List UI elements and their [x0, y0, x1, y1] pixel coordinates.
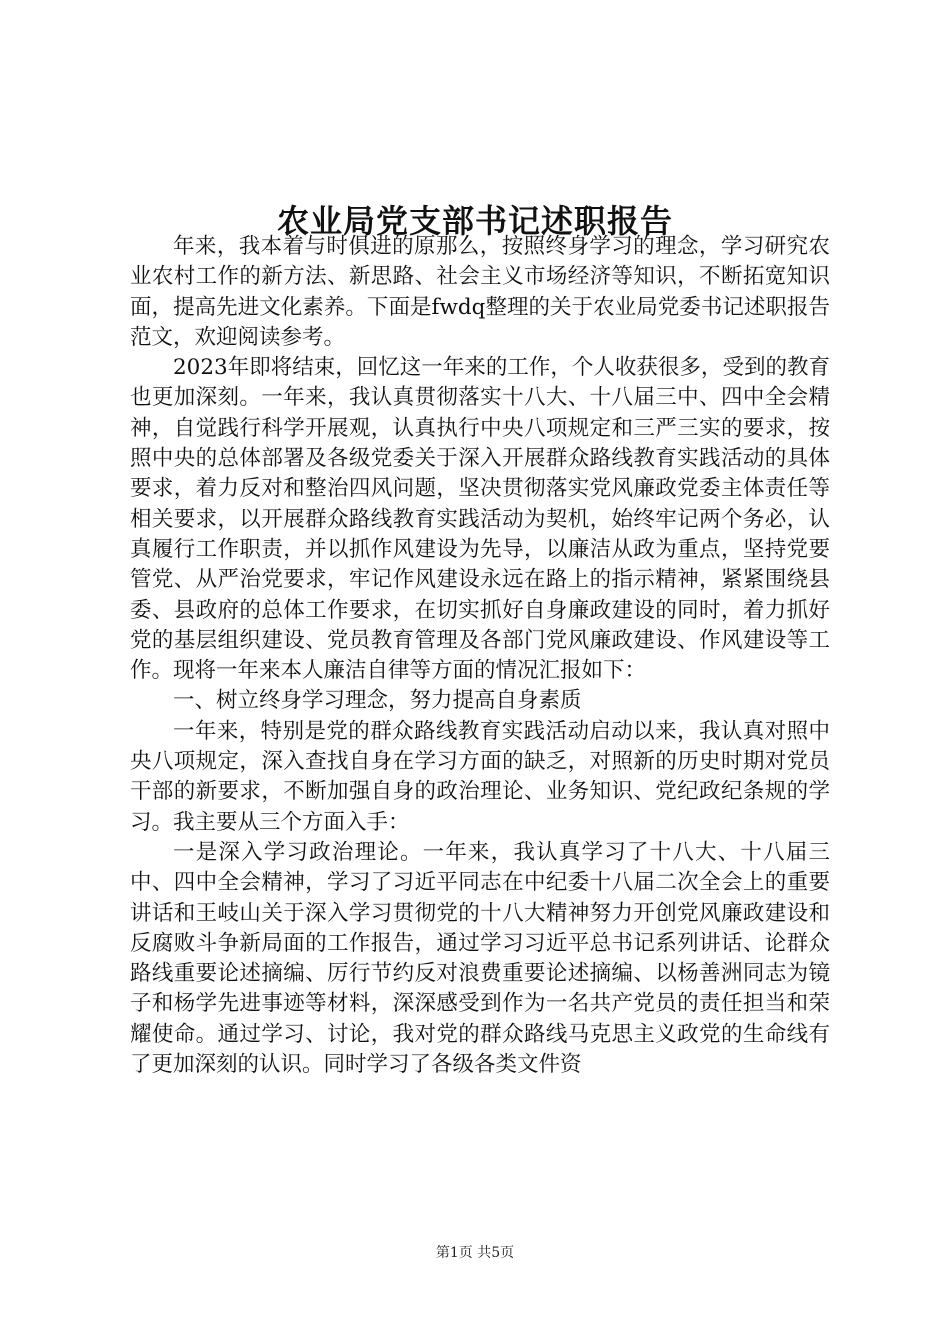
section-heading-1: 一、树立终身学习理念，努力提高自身素质: [173, 688, 582, 714]
paragraph-political-theory: 一是深入学习政治理论。一年来，我认真学习了十八大、十八届三中、四中全会精神，学习了习近平同志在中纪委十八届二次全会上的重要讲话和王岐山关于深入学习贯彻党的十八大精神努力开创党风廉政建设和反腐败斗争新局面的工作报告，通过学习习近平总书记系列讲话、论群众路线重要论述摘编、厉行节约反对浪费重要论述摘编、以杨善洲同志为镜子和杨学先进事迹等材料，深深感受到作为一名共产党员的责任担当和荣耀使命。通过学习、讨论，我对党的群众路线马克思主义政党的生命线有了更加深刻的认识。同时学习了各级各类文件资: [130, 839, 830, 1078]
document-body: [130, 232, 830, 1080]
paragraph-summary: 2023年即将结束，回忆这一年来的工作，个人收获很多，受到的教育也更加深刻。一年来，我认真贯彻落实十八大、十八届三中、四中全会精神，自觉践行科学开展观，认真执行中央八项规定和三严三实的要求，按照中央的总体部署及各级党委关于深入开展群众路线教育实践活动的具体要求，着力反对和整治四风问题，坚决贯彻落实党风廉政党委主体责任等相关要求，以开展群众路线教育实践活动为契机，始终牢记两个务必，认真履行工作职责，并以抓作风建设为先导，以廉洁从政为重点，坚持党要管党、从严治党要求，牢记作风建设永远在路上的指示精神，紧紧围绕县委、县政府的总体工作要求，在切实抓好自身廉政建设的同时，着力抓好党的基层组织建设、党员教育管理及各部门党风廉政建设、作风建设等工作。现将一年来本人廉洁自律等方面的情况汇报如下：: [130, 355, 830, 684]
document-title: 农业局党支部书记述职报告: [276, 202, 673, 241]
paragraph-intro: 年来，我本着与时俱进的原那么，按照终身学习的理念，学习研究农业农村工作的新方法、新思路、社会主义市场经济等知识，不断拓宽知识面，提高先进文化素养。下面是fwdq整理的关于农业局党委书记述职报告范文，欢迎阅读参考。: [130, 234, 830, 350]
paragraph-study: 一年来，特别是党的群众路线教育实践活动启动以来，我认真对照中央八项规定，深入查找自身在学习方面的缺乏，对照新的历史时期对党员干部的新要求，不断加强自身的政治理论、业务知识、党纪政纪条规的学习。我主要从三个方面入手：: [130, 718, 830, 835]
page-number-footer: 第1页 共5页: [435, 1245, 515, 1261]
